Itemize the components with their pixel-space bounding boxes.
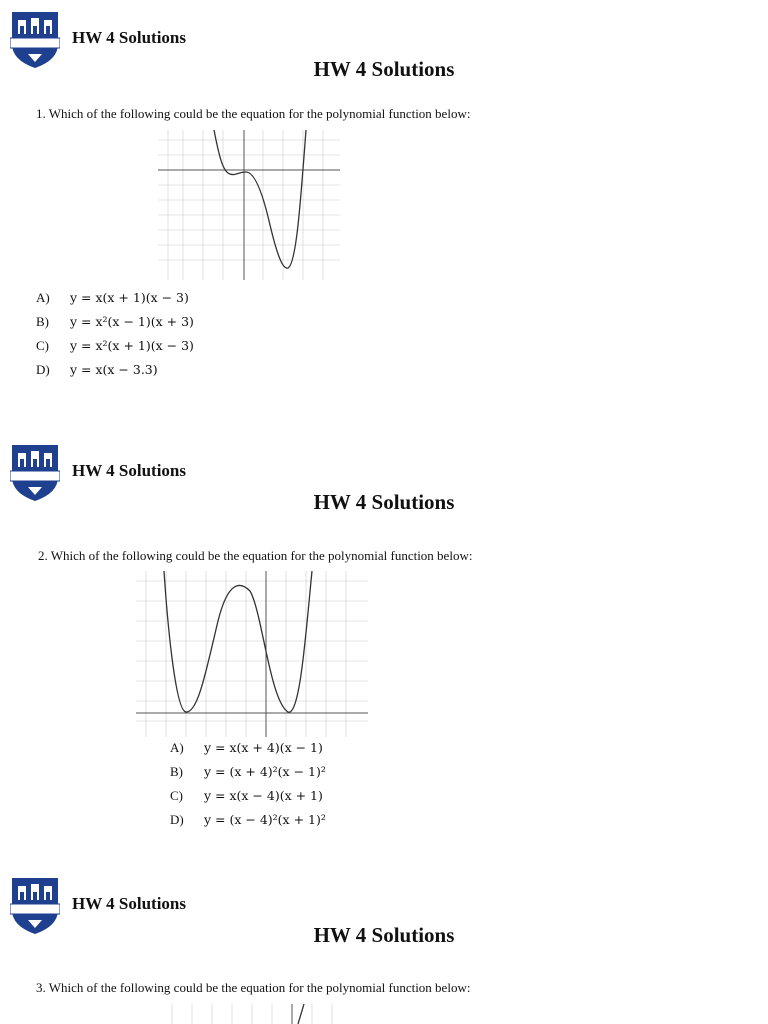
polynomial-graph	[158, 130, 340, 280]
choice-a: A) y = x(x + 4)(x − 1)	[170, 740, 323, 755]
choice-a: A) y = x(x + 1)(x − 3)	[36, 290, 189, 305]
choice-b: B) y = x²(x − 1)(x + 3)	[36, 314, 194, 329]
polynomial-graph	[162, 1004, 338, 1024]
choice-d: D) y = (x − 4)²(x + 1)²	[170, 812, 326, 827]
document-title: HW 4 Solutions	[313, 57, 455, 81]
header-title: HW 4 Solutions	[72, 461, 187, 480]
header-title: HW 4 Solutions	[72, 894, 187, 913]
question-prompt: 3. Which of the following could be the equation for the polynomial function below:	[36, 980, 471, 995]
question-prompt: 2. Which of the following could be the equation for the polynomial function below:	[38, 548, 473, 563]
document-title: HW 4 Solutions	[313, 490, 455, 514]
choice-d: D) y = x(x − 3.3)	[36, 362, 158, 377]
page-1	[0, 0, 768, 433]
header-title: HW 4 Solutions	[72, 28, 187, 47]
document-title: HW 4 Solutions	[313, 923, 455, 947]
choice-c: C) y = x²(x + 1)(x − 3)	[36, 338, 194, 353]
page-3	[0, 866, 768, 1024]
choice-b: B) y = (x + 4)²(x − 1)²	[170, 764, 326, 779]
question-prompt: 1. Which of the following could be the equation for the polynomial function below:	[36, 106, 471, 121]
page-2	[0, 433, 768, 866]
polynomial-graph	[136, 571, 368, 737]
choice-c: C) y = x(x − 4)(x + 1)	[170, 788, 323, 803]
